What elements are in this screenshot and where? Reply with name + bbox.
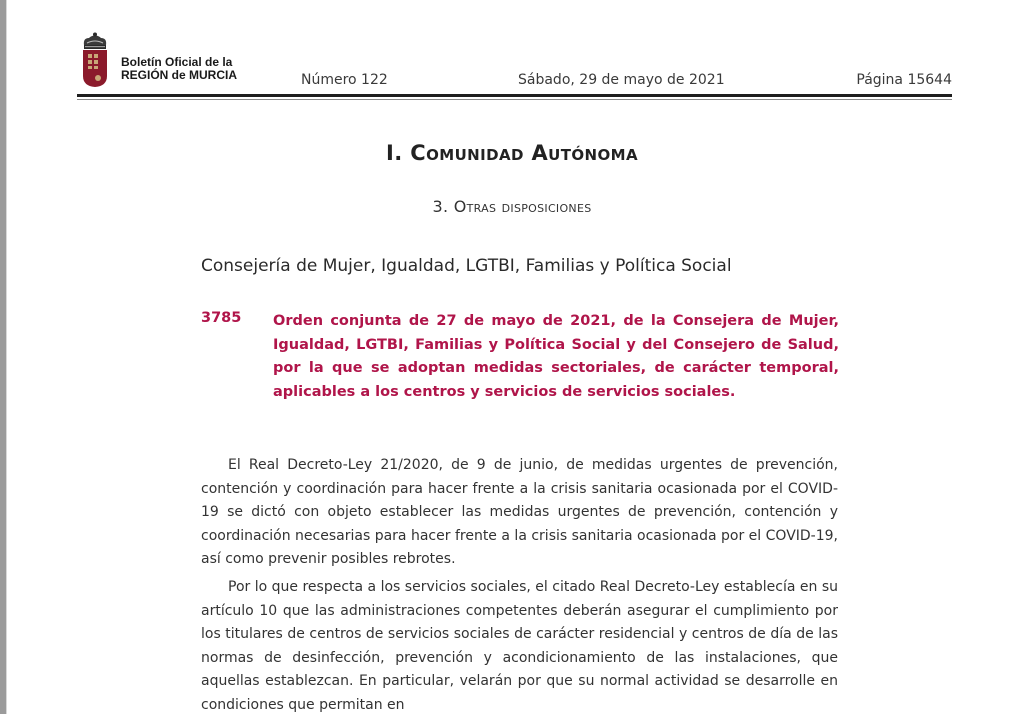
order-number: 3785: [201, 310, 242, 326]
body-text: [201, 454, 838, 714]
department-name: Consejería de Mujer, Igualdad, LGTBI, Familias y Política Social: [201, 256, 732, 276]
crown-icon: [84, 33, 106, 50]
section-title: I. Comunidad Autónoma: [386, 141, 638, 165]
header-rule-thin: [77, 99, 952, 100]
issue-number: Número 122: [301, 72, 388, 88]
order-title: Orden conjunta de 27 de mayo de 2021, de la Consejera de Mujer, Igualdad, LGTBI, Familias y Política Social y del Consejero de Salud, por la que se adoptan medidas sectoriales, de carácter temporal, aplicables a los centros y servicios de servicios sociales.: [273, 313, 839, 400]
issue-date: Sábado, 29 de mayo de 2021: [518, 72, 725, 88]
page-number: Página 15644: [856, 72, 952, 88]
header-rule-thick: [77, 94, 952, 97]
body-paragraph: Por lo que respecta a los servicios sociales, el citado Real Decreto-Ley establecía en su artículo 10 que las administraciones competentes deberán asegurar el cumplimiento por los titulares de centros de servicios sociales de carácter residencial y centros de día de las normas de desinfección, prevención y acondicionamiento de las instalaciones, que aquellas establezcan. En particular, velarán por que su normal actividad se desarrolle en condiciones que permitan en: [201, 578, 838, 713]
bulletin-brand-name: [121, 56, 237, 81]
subsection-title: 3. Otras disposiciones: [432, 197, 592, 216]
brand-line-1: Boletín Oficial de la: [121, 55, 233, 69]
body-paragraph: El Real Decreto-Ley 21/2020, de 9 de junio, de medidas urgentes de prevención, contención y coordinación para hacer frente a la crisis sanitaria ocasionada por el COVID-19 se dictó con objeto establecer las medidas urgentes de prevención, contención y coordinación necesarias para hacer frente a la crisis sanitaria ocasionada por el COVID-19, así como prevenir posibles rebrotes.: [201, 457, 838, 568]
region-coat-of-arms-logo: [80, 32, 110, 88]
brand-line-2: REGIÓN de MURCIA: [121, 67, 238, 82]
